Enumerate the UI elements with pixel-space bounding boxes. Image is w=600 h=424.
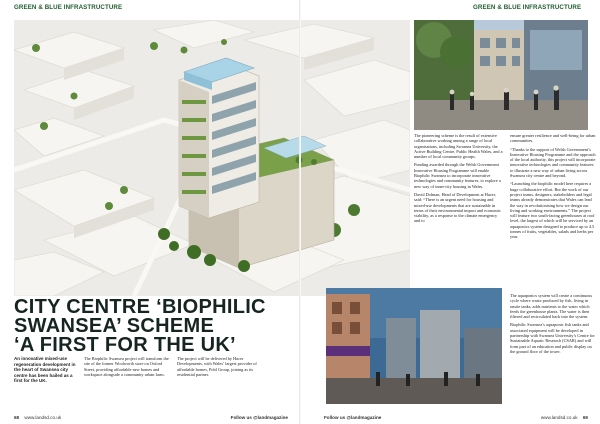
spread-gutter [299,0,301,424]
r1-paragraph-2: Funding awarded through the Welsh Government Innovative Housing Programme will enable Biophilic Swansea to incorporate innovative technologies and community features, to explore a new way of inner-city housing in Wales. [414,162,501,189]
r2-paragraph-1: ensure greater resilience and well-being for urban communities. [510,133,596,144]
headline-line-1: CITY CENTRE ‘BIOPHILIC [14,296,266,318]
footer-follow-left: Follow us @landmagazine [230,415,288,420]
body-column-3 [177,356,269,380]
r2-paragraph-3: “Launching the biophilic model here requires a huge collaborative effort. But the work of our project teams, designers, stakeholders and legal teams already demonstrates that Wales can lead the way in revolutionising how we design our living and working environments.” The project will feature two south-facing greenhouses at roof level, the largest of which will be serviced by an aquaponics system designed to produce up to 4.5 tonnes of fruits, vegetables, salads and herbs per year. [510,181,595,240]
r3-paragraph-1: The aquaponics system will create a continuous cycle where waste produced by fish, living in onsite tanks, adds nutrients to the water which feeds the greenhouse plants. The water is then filtered and recirculated back into the system. [510,293,593,320]
body-column-2 [84,356,172,380]
r3-paragraph-2: Biophilic Swansea’s aquaponic fish tanks and associated equipment will be developed in partnership with Swansea University’s Centre for Sustainable Aquatic Research (CSAR) and will form part of an education and public display on the ground floor of the tower. [510,322,595,354]
footer-site-right: www.landsd.co.uk [540,415,578,420]
right-column-1 [414,133,504,227]
body-text-2: The Biophilic Swansea project will transform the site of the former Woolworth store on Oxford Street, providing affordable new homes and workspace alongside a community urban farm. [84,356,169,377]
page-number-right: 69 [582,415,588,420]
page-number-left: 68 [14,415,20,420]
footer-follow-right: Follow us @landmagazine [324,415,382,420]
intro-text: An innovative mixed-use regeneration development in the heart of Swansea city centre has been hailed as a first for the UK. [14,356,76,384]
r2-paragraph-2: “Thanks to the support of Welsh Government’s Innovative Housing Programme and the approach of the local authority, this project will incorporate innovative technologies and community features to illustrate a new way of urban living across Swansea city centre and beyond. [510,146,596,179]
headline-line-2: SWANSEA’ SCHEME [14,315,215,337]
article-headline [14,298,314,355]
right-column-3 [510,293,596,357]
footer-left-page [14,415,61,420]
body-text-3: The project will be delivered by Hacer Developments, with Wales’ largest provider of affordable homes, Pobl Group, joining as its residential partner. [177,356,257,377]
right-column-2 [510,133,596,243]
section-label-left: GREEN & BLUE INFRASTRUCTURE [14,4,123,11]
headline-line-3: ‘A FIRST FOR THE UK’ [14,334,236,356]
intro-paragraph [14,356,80,387]
right-page [300,0,600,424]
oxford-street-photo [414,20,588,130]
footer-right-page [541,415,588,420]
section-label-right: GREEN & BLUE INFRASTRUCTURE [473,4,582,11]
r1-paragraph-1: The pioneering scheme is the result of extensive collaborative working among a range of local organisations, including Swansea University, the Active Building Centre, Public Health Wales, and a number of local community groups. [414,133,503,160]
r1-paragraph-3: David Dolman, Head of Development at Hacer, said: “There is an urgent need for housing and mixed-use developments that are sustainable in terms of their environmental impact and economic viability, as a response to the climate emergency and to [414,191,501,224]
city-centre-photo [326,288,502,404]
footer-site-left: www.landsd.co.uk [24,415,62,420]
